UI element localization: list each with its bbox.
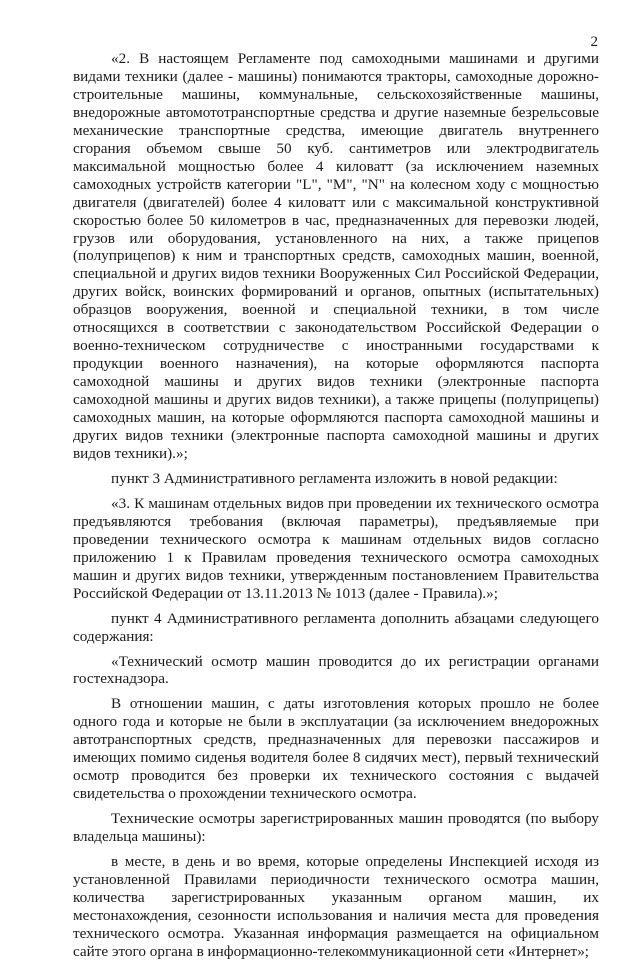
document-body [73, 50, 599, 961]
paragraph-point-3-intro: пункт 3 Административного регламента изложить в новой редакции: [111, 469, 558, 487]
paragraph-point-3-text: «3. К машинам отдельных видов при проведении их технического осмотра предъявляются требования (включая параметры), предъявляемые при проведении технического осмотра к машинам отдельных видов согласно приложению 1 к Правилам проведения технического осмотра самоходных машин и других видов техники, утвержденным постановлением Правительства Российской Федерации от 13.11.2013 № 1013 (далее - Правила).»; [73, 494, 599, 602]
paragraph-new-machines: В отношении машин, с даты изготовления которых прошло не более одного года и которые не были в эксплуатации (за исключением внедорожных автотранспортных средств, предназначенных для перевозки пассажиров и имеющих помимо сиденья водителя более 8 сидячих мест), первый технический осмотр проводится без проверки их технического состояния с выдачей свидетельства о прохождении технического осмотра. [73, 695, 599, 803]
paragraph-point-4-intro: пункт 4 Административного регламента дополнить абзацами следующего содержания: [73, 609, 599, 645]
paragraph-definition-machines: «2. В настоящем Регламенте под самоходными машинами и другими видами техники (далее - машины) понимаются тракторы, самоходные дорожно-строительные машины, коммунальные, сельскохозяйственные машины, внедорожные автомототранспортные средства и другие наземные безрельсовые механические транспортные средства, имеющие двигатель внутреннего сгорания объемом свыше 50 куб. сантиметров или электродвигатель максимальной мощностью более 4 киловатт (за исключением наземных самоходных устройств категории "L", "M", "N" на колесном ходу с мощностью двигателя (двигателей) более 4 киловатт или с максимальной конструктивной скоростью более 50 километров в час, предназначенных для перевозки людей, грузов или оборудования, установленного на них, а также прицепов (полуприцепов) к ним и транспортных средств, самоходных машин, военной, специальной и других видов техники Вооруженных Сил Российской Федерации, других войск, воинских формирований и органов, опытных (испытательных) образцов вооружения, военной и специальной техники, в том числе относящихся в соответствии с законодательством Российской Федерации о военно-техническом сотрудничестве с иностранными государствами к продукции военного назначения), на которые оформляются паспорта самоходной машины и других видов техники (электронные паспорта самоходной машины и других видов техники), а также прицепы (полуприцепы) самоходных машин, на которые оформляются паспорта самоходной машины и других видов техники (электронные паспорта самоходной машины и других видов техники).»; [73, 50, 599, 462]
page-number: 2 [590, 34, 598, 50]
paragraph-inspection-before-registration: «Технический осмотр машин проводится до их регистрации органами гостехнадзора. [73, 652, 599, 688]
paragraph-registered-machines: Технические осмотры зарегистрированных машин проводятся (по выбору владельца машины): [73, 810, 599, 846]
paragraph-place-and-time: в месте, в день и во время, которые определены Инспекцией исходя из установленной Правилами периодичности технического осмотра машин, количества зарегистрированных указанным органом машин, их местонахождения, сезонности использования и наличия места для проведения технического осмотра. Указанная информация размещается на официальном сайте этого органа в информационно-телекоммуникационной сети «Интернет»; [73, 853, 599, 960]
